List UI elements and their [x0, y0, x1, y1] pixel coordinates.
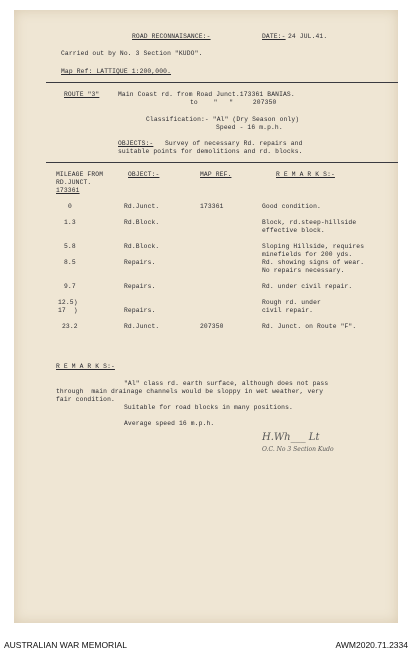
footer-bar — [0, 636, 412, 653]
row-5-object: Repairs. — [124, 283, 156, 290]
remarks-line-5: Average speed 16 m.p.h. — [124, 420, 215, 427]
row-7-mapref: 207350 — [200, 323, 224, 330]
route-label: ROUTE "3" — [64, 91, 100, 98]
row-6-object: Repairs. — [124, 307, 156, 314]
speed: Speed - 16 m.p.h. — [216, 124, 283, 131]
report-title: ROAD RECONNAISANCE:- — [132, 33, 211, 40]
signature-title: O.C. No 3 Section Kudo — [262, 446, 334, 453]
row-5-remarks-1: Rd. under civil repair. — [262, 283, 353, 290]
col-object-header: OBJECT:- — [128, 171, 160, 178]
row-3-mileage: 5.8 — [64, 243, 76, 250]
date-label: DATE:- — [262, 33, 286, 40]
col-remarks-header: R E M A R K S:- — [276, 171, 335, 178]
route-line-1: Main Coast rd. from Road Junct.173361 BANIAS. — [118, 91, 295, 98]
col-mapref-header: MAP REF. — [200, 171, 232, 178]
row-3-remarks-1: Sloping Hillside, requires — [262, 243, 365, 250]
row-4-mileage: 8.5 — [64, 259, 76, 266]
col-mileage-header-2: RD.JUNCT. — [56, 179, 92, 186]
row-4-remarks-1: Rd. showing signs of wear. — [262, 259, 365, 266]
row-7-object: Rd.Junct. — [124, 323, 160, 330]
carried-out-line: Carried out by No. 3 Section "KUDO". — [61, 50, 203, 57]
signature-name: H.Wh___ Lt — [262, 432, 320, 443]
objects-text-1: Survey of necessary Rd. repairs and — [165, 140, 303, 147]
row-2-remarks-1: Block, rd.steep-hillside — [262, 219, 357, 226]
row-1-object: Rd.Junct. — [124, 203, 160, 210]
remarks-line-2: through main drainage channels would be sloppy in wet weather, very — [56, 388, 324, 395]
row-6-remarks-2: civil repair. — [262, 307, 314, 314]
route-line-2: to " " 207350 — [190, 99, 277, 106]
objects-text-2: suitable points for demolitions and rd. blocks. — [118, 148, 303, 155]
row-3-object: Rd.Block. — [124, 243, 160, 250]
date-value: 24 JUL.41. — [288, 33, 328, 40]
col-mileage-header-3: 173361 — [56, 187, 80, 194]
row-6-mileage: 12.5) 17 ) — [58, 299, 78, 314]
map-ref-line: Map Ref: LATTIQUE 1:200,000. — [61, 68, 172, 75]
col-mileage-header-1: MILEAGE FROM — [56, 171, 104, 178]
footer-accession-number: AWM2020.71.2334 — [335, 640, 408, 650]
remarks-heading: R E M A R K S:- — [56, 363, 115, 370]
row-4-remarks-2: No repairs necessary. — [262, 267, 345, 274]
row-1-remarks-1: Good condition. — [262, 203, 321, 210]
row-2-mileage: 1.3 — [64, 219, 76, 226]
row-7-remarks-1: Rd. Junct. on Route "F". — [262, 323, 357, 330]
row-6-remarks-1: Rough rd. under — [262, 299, 321, 306]
classification: Classification:- "Al" (Dry Season only) — [146, 116, 300, 123]
row-1-mileage: 0 — [68, 203, 72, 210]
remarks-line-1: "Al" class rd. earth surface, although does not pass — [124, 380, 329, 387]
remarks-line-3: fair condition. — [56, 396, 115, 403]
row-4-object: Repairs. — [124, 259, 156, 266]
row-5-mileage: 9.7 — [64, 283, 76, 290]
row-2-remarks-2: effective block. — [262, 227, 325, 234]
row-2-object: Rd.Block. — [124, 219, 160, 226]
row-7-mileage: 23.2 — [62, 323, 78, 330]
footer-institution: AUSTRALIAN WAR MEMORIAL — [4, 640, 127, 650]
remarks-line-4: Suitable for road blocks in many positions. — [124, 404, 293, 411]
row-1-mapref: 173361 — [200, 203, 224, 210]
row-3-remarks-2: minefields for 200 yds. — [262, 251, 353, 258]
route-rule — [46, 162, 398, 163]
header-rule — [46, 82, 398, 83]
objects-label: OBJECTS:- — [118, 140, 154, 147]
